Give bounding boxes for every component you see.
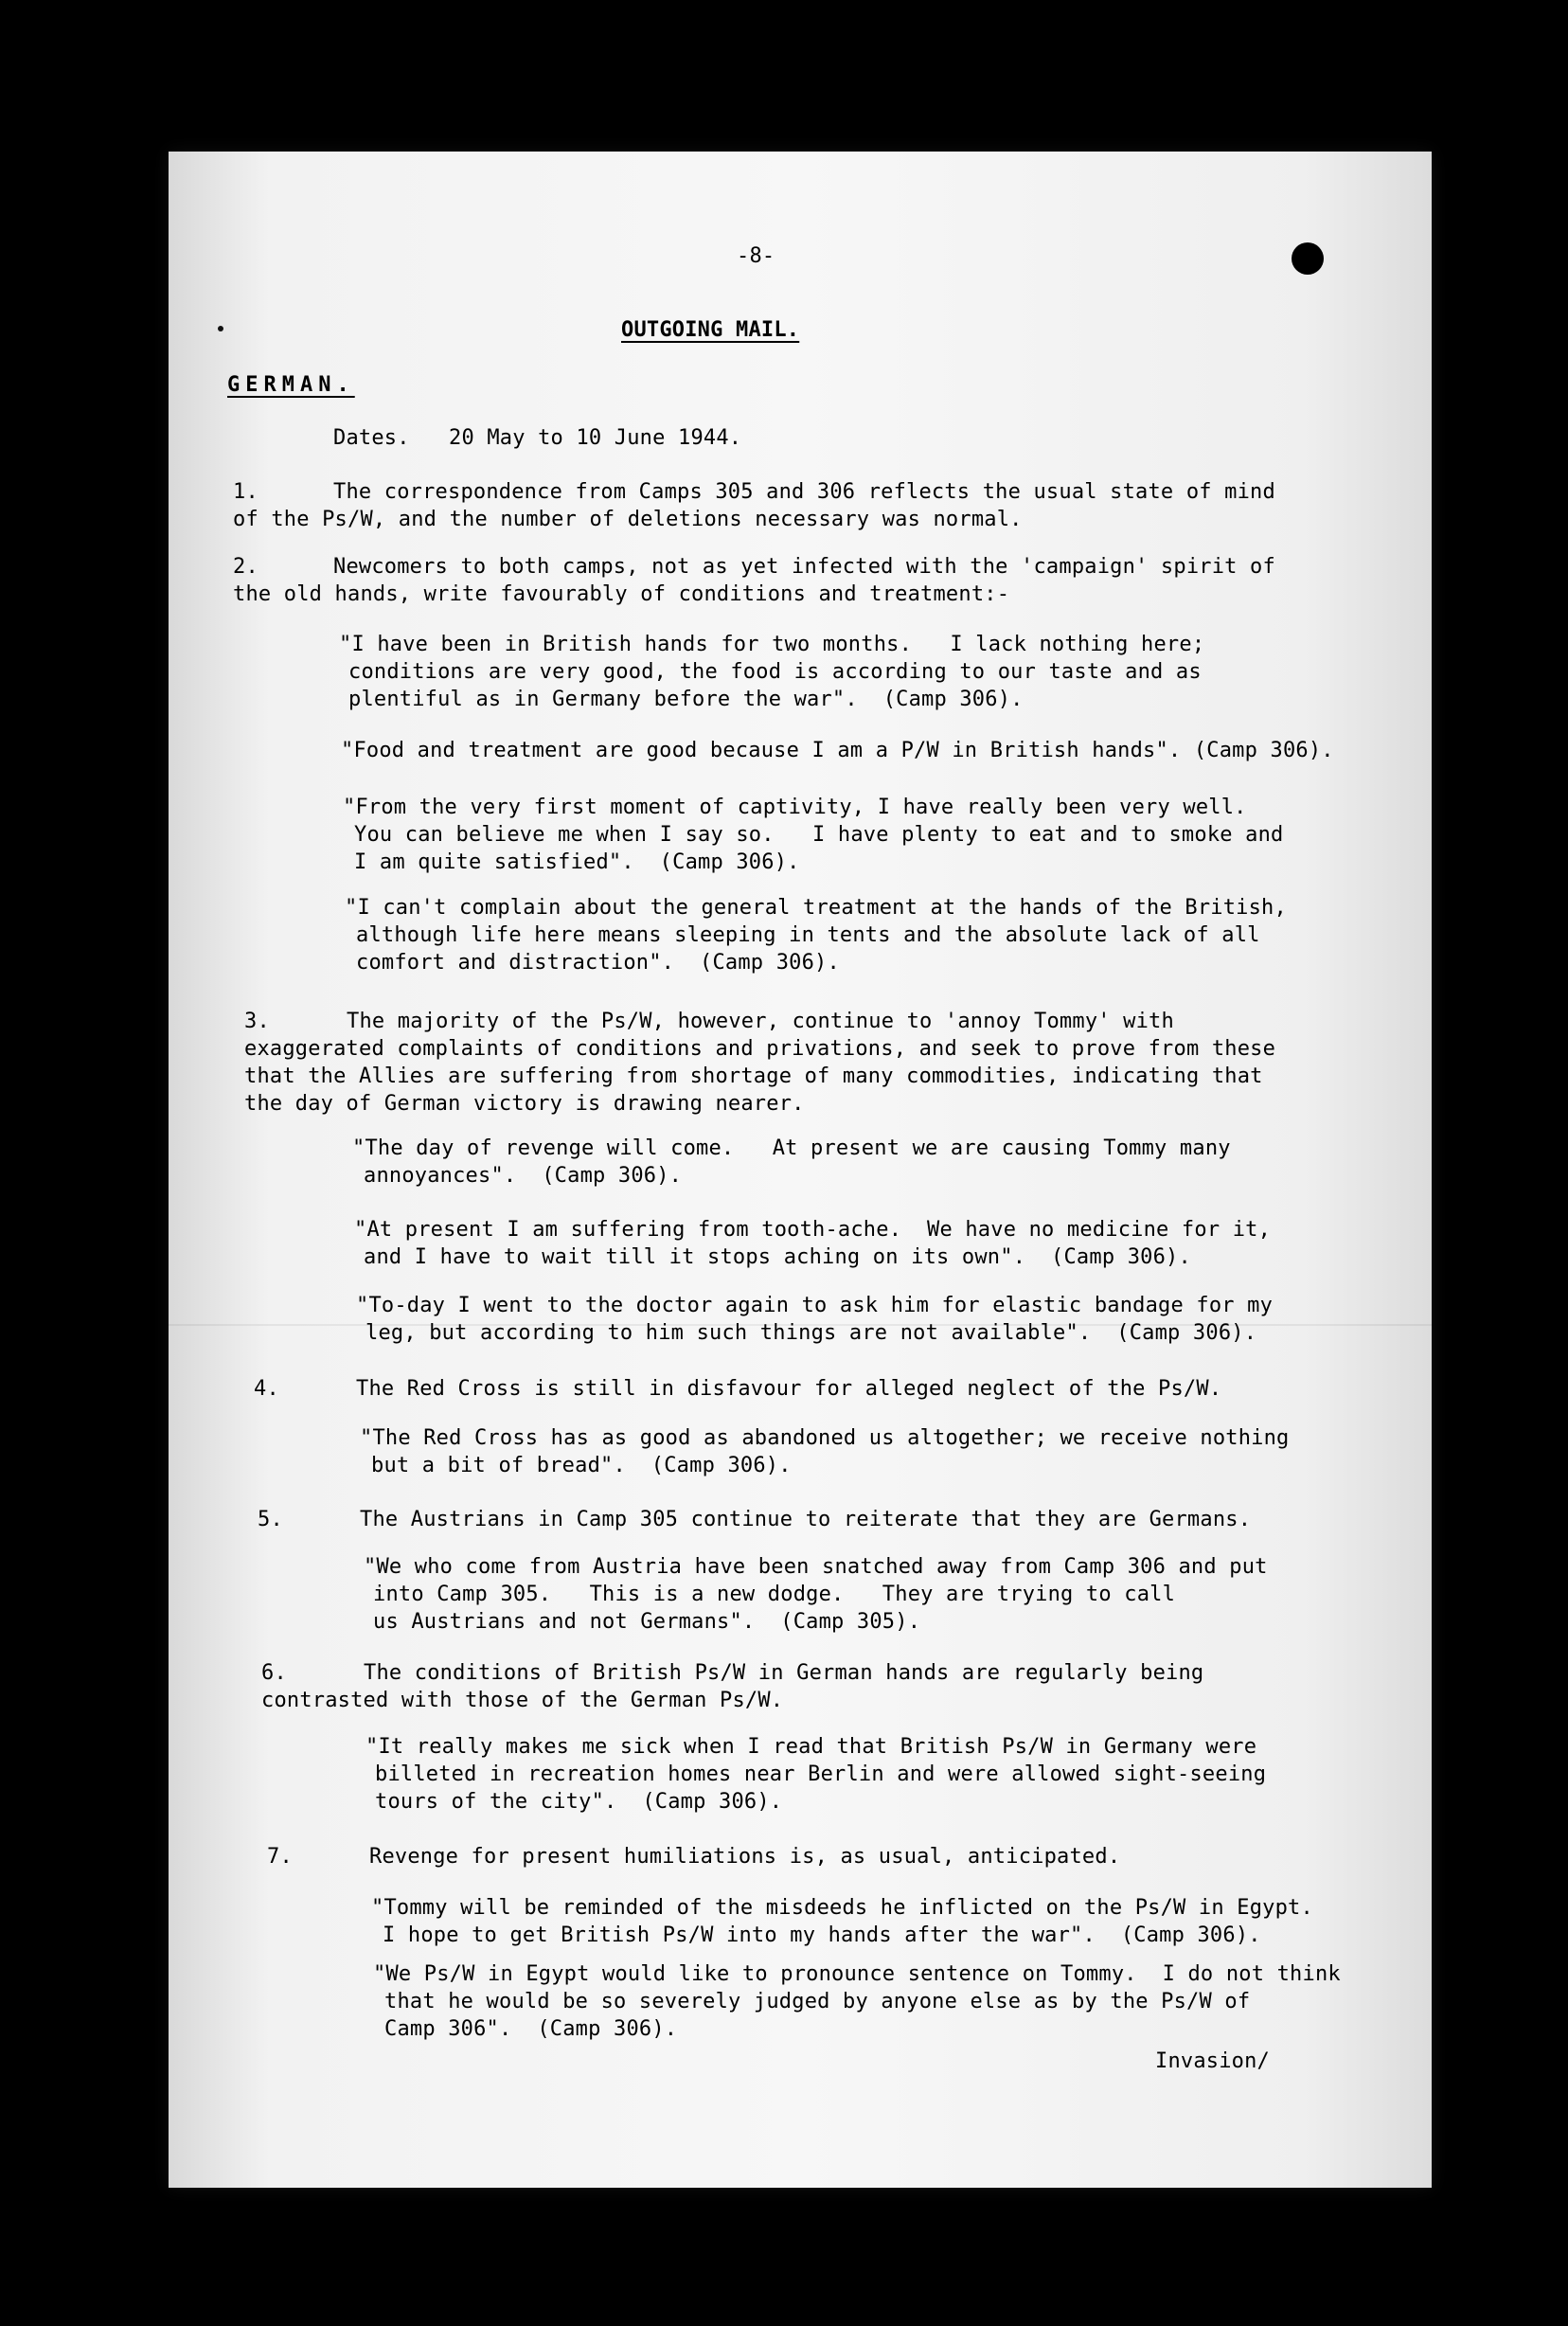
para-2-line-2: the old hands, write favourably of conditions and treatment:- [233, 582, 1010, 606]
para-3-line-4: the day of German victory is drawing nearer. [244, 1092, 805, 1116]
quote-6a-line-2: billeted in recreation homes near Berlin and were allowed sight-seeing [375, 1762, 1267, 1786]
quote-7a-line-1: "Tommy will be reminded of the misdeeds he inflicted on the Ps/W in Egypt. [371, 1896, 1313, 1920]
page-number: -8- [737, 244, 775, 268]
para-5-number: 5. [258, 1508, 283, 1531]
document-page [169, 152, 1432, 2188]
quote-2d-line-3: comfort and distraction". (Camp 306). [356, 951, 840, 975]
margin-mark [218, 326, 223, 331]
quote-2b-line-1: "Food and treatment are good because I am a P/W in British hands". (Camp 306). [341, 739, 1334, 762]
quote-3b-line-1: "At present I am suffering from tooth-ache. We have no medicine for it, [354, 1218, 1272, 1242]
para-1-line-1: The correspondence from Camps 305 and 306 reflects the usual state of mind [333, 480, 1275, 504]
quote-6a-line-3: tours of the city". (Camp 306). [375, 1790, 783, 1814]
document-title: OUTGOING MAIL. [621, 318, 800, 342]
para-5-line-1: The Austrians in Camp 305 continue to reiterate that they are Germans. [360, 1508, 1252, 1531]
quote-2a-line-1: "I have been in British hands for two months. I lack nothing here; [339, 633, 1205, 656]
quote-4a-line-1: "The Red Cross has as good as abandoned us altogether; we receive nothing [360, 1426, 1290, 1450]
section-heading: GERMAN. [227, 373, 355, 397]
quote-2c-line-3: I am quite satisfied". (Camp 306). [354, 850, 800, 874]
para-6-line-2: contrasted with those of the German Ps/W. [261, 1689, 784, 1712]
para-6-number: 6. [261, 1661, 287, 1685]
quote-7a-line-2: I hope to get British Ps/W into my hands after the war". (Camp 306). [383, 1923, 1261, 1947]
quote-2d-line-2: although life here means sleeping in tents and the absolute lack of all [356, 923, 1260, 947]
quote-5a-line-1: "We who come from Austria have been snatched away from Camp 306 and put [364, 1555, 1268, 1579]
quote-2d-line-1: "I can't complain about the general treatment at the hands of the British, [345, 896, 1287, 920]
quote-6a-line-1: "It really makes me sick when I read that British Ps/W in Germany were [365, 1735, 1257, 1759]
quote-2a-line-3: plentiful as in Germany before the war". (Camp 306). [348, 688, 1024, 711]
quote-3c-line-2: leg, but according to him such things are not available". (Camp 306). [365, 1321, 1257, 1345]
quote-4a-line-2: but a bit of bread". (Camp 306). [371, 1454, 792, 1477]
quote-2c-line-2: You can believe me when I say so. I have plenty to eat and to smoke and [354, 823, 1284, 847]
quote-3a-line-2: annoyances". (Camp 306). [364, 1164, 683, 1188]
punch-hole [1292, 242, 1324, 275]
quote-3a-line-1: "The day of revenge will come. At present we are causing Tommy many [352, 1136, 1231, 1160]
quote-7b-line-2: that he would be so severely judged by anyone else as by the Ps/W of [384, 1990, 1251, 2013]
quote-5a-line-2: into Camp 305. This is a new dodge. They are trying to call [373, 1583, 1176, 1606]
para-7-number: 7. [267, 1845, 293, 1869]
para-3-line-3: that the Allies are suffering from shortage of many commodities, indicating that [244, 1065, 1263, 1088]
para-7-line-1: Revenge for present humiliations is, as usual, anticipated. [369, 1845, 1121, 1869]
para-3-line-1: The majority of the Ps/W, however, continue to 'annoy Tommy' with [347, 1010, 1174, 1033]
dates-value: 20 May to 10 June 1944. [449, 426, 742, 450]
para-1-line-2: of the Ps/W, and the number of deletions necessary was normal. [233, 508, 1023, 531]
quote-5a-line-3: us Austrians and not Germans". (Camp 305). [373, 1610, 921, 1634]
dates-label: Dates. [333, 426, 410, 450]
quote-3b-line-2: and I have to wait till it stops aching on its own". (Camp 306). [364, 1245, 1191, 1269]
para-3-number: 3. [244, 1010, 270, 1033]
catchword: Invasion/ [1155, 2049, 1271, 2073]
quote-7b-line-3: Camp 306". (Camp 306). [384, 2017, 678, 2041]
para-3-line-2: exaggerated complaints of conditions and privations, and seek to prove from these [244, 1037, 1276, 1061]
para-2-line-1: Newcomers to both camps, not as yet infected with the 'campaign' spirit of [333, 555, 1275, 579]
para-4-line-1: The Red Cross is still in disfavour for alleged neglect of the Ps/W. [356, 1377, 1222, 1401]
para-6-line-1: The conditions of British Ps/W in German hands are regularly being [364, 1661, 1204, 1685]
quote-7b-line-1: "We Ps/W in Egypt would like to pronounce sentence on Tommy. I do not think [373, 1962, 1341, 1986]
para-2-number: 2. [233, 555, 258, 579]
quote-2a-line-2: conditions are very good, the food is according to our taste and as [348, 660, 1202, 684]
para-4-number: 4. [254, 1377, 279, 1401]
quote-2c-line-1: "From the very first moment of captivity, I have really been very well. [343, 796, 1247, 819]
para-1-number: 1. [233, 480, 258, 504]
quote-3c-line-1: "To-day I went to the doctor again to ask him for elastic bandage for my [356, 1294, 1274, 1317]
